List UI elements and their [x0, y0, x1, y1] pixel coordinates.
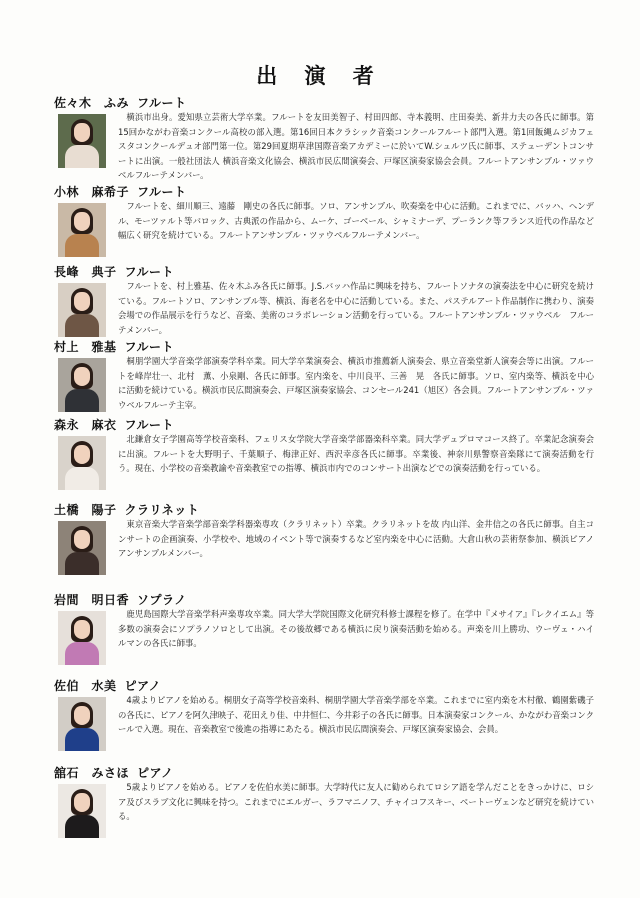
photo-outfit	[65, 815, 99, 838]
photo-outfit	[65, 314, 99, 337]
photo-outfit	[65, 642, 99, 665]
performer-instrument: フルート	[137, 96, 187, 110]
performer-bio: 桐朋学園大学音楽学部演奏学科卒業。同大学卒業演奏会、横浜市推薦新人演奏会、県立音楽堂新人演奏会等に出演。フルートを峰岸壮一、北村 薫、小泉剛、各氏に師事。室内楽を、中川良平、三善 晃 各氏に師事。ソロ、室内楽等、横浜を中心に活動を続けている。横浜市民広間演奏会、戸塚区演奏家協会、コンセール241（旭区）各会員。フルートアンサンブル・ツァウベルフルーテ主宰。	[118, 356, 594, 410]
photo-outfit	[65, 467, 99, 490]
performer-bio: フルートを、村上雅基、佐々木ふみ各氏に師事。J.S.バッハ作品に興味を持ち、フルートソナタの演奏法を中心に研究を続けている。フルートソロ、アンサンブル等、横浜、海老名を中心に活動している。また、パステルアート作品制作に携わり、演奏会場での作品展示を行うなど、音楽、美術のコラボレーション活動を行っている。フルートアンサンブル・ツァウベル フルーテメンバー。	[118, 281, 594, 335]
performer-photo	[58, 697, 106, 751]
performer-entry	[54, 96, 594, 184]
photo-face	[74, 793, 90, 812]
performer-bio: 横浜市出身。愛知県立芸術大学卒業。フルートを友田美智子、村田四郎、寺本義明、庄田奏美、新井力夫の各氏に師事。第15回かながわ音楽コンクール高校の部入選。第16回日本クラシック音楽コンクールフルート部門入選。第1回飯縄ムジカフェスタコンクールデュオ部門第一位。第29回夏期草津国際音楽アカデミーに於いてW.シュルツ氏に師事、ステューデントコンサートに出演。一般社団法人 横浜音楽文化協会、横浜市民広間演奏会、戸塚区演奏家協会会員。フルートアンサンブル・ツァウベルフルーテメンバー。	[118, 112, 594, 181]
performer-photo	[58, 114, 106, 168]
performer-entry	[54, 766, 594, 856]
performer-photo	[58, 358, 106, 412]
performer-photo	[58, 203, 106, 257]
photo-outfit	[65, 389, 99, 412]
performer-photo	[58, 521, 106, 575]
performer-instrument: ピアノ	[124, 679, 162, 693]
performer-photo	[58, 436, 106, 490]
performer-entry	[54, 418, 594, 503]
photo-outfit	[65, 728, 99, 751]
performer-name-line	[54, 185, 594, 200]
performer-name: 土橋 陽子	[54, 503, 117, 517]
performer-photo	[58, 611, 106, 665]
performer-bio: フルートを、細川順三、遠藤 剛史の各氏に師事。ソロ、アンサンブル、吹奏楽を中心に活動。これまでに、バッハ、ヘンデル、モーツァルト等バロック、古典派の作品から、ムーケ、ゴーベール、シャミナーデ、プーランク等フランス近代の作品など幅広く研究を続けている。フルートアンサンブル・ツァウベルフルーテメンバー。	[118, 201, 594, 241]
performer-entry	[54, 679, 594, 766]
photo-face	[74, 706, 90, 725]
photo-face	[74, 123, 90, 142]
performer-instrument: クラリネット	[124, 503, 200, 517]
performer-name-line	[54, 679, 594, 694]
photo-outfit	[65, 234, 99, 257]
photo-face	[74, 292, 90, 311]
performer-bio: 4歳よりピアノを始める。桐朋女子高等学校音楽科、桐朋学園大学音楽学部を卒業。これまでに室内楽を木村徹、鶴園紫磯子の各氏に、ピアノを阿久津映子、花田えり佳、中井恒仁、今井彩子の各氏に師事。日本演奏家コンクール、かながわ音楽コンクールで入選。現在、音楽教室で後進の指導にあたる。横浜市民広間演奏会、戸塚区演奏家協会、会員。	[118, 695, 594, 735]
performer-instrument: ソプラノ	[137, 593, 187, 607]
performer-bio: 鹿児島国際大学音楽学科声楽専攻卒業。同大学大学院国際文化研究科修士課程を修了。在学中『メサイア』『レクイエム』等多数の演奏会にソプラノソロとして出演。その後故郷である横浜に戻り演奏活動を始める。声楽を川上勝功、ウーヴェ・ハイルマンの各氏に師事。	[118, 609, 594, 649]
performer-name-line	[54, 96, 594, 111]
performer-entry	[54, 593, 594, 679]
performer-name: 舘石 みさほ	[54, 766, 130, 780]
performer-instrument: ピアノ	[137, 766, 174, 780]
performer-name: 佐々木 ふみ	[54, 96, 130, 110]
photo-face	[74, 530, 90, 549]
performer-entry	[54, 185, 594, 265]
performer-name: 森永 麻衣	[54, 418, 117, 432]
performer-bio: 東京音楽大学音楽学部音楽学科器楽専攻（クラリネット）卒業。クラリネットを故 内山洋、金井信之の各氏に師事。自主コンサートの企画演奏、小学校や、地域のイベント等で演奏するなど室内楽を中心に活動。大倉山秋の芸術祭参加、横浜ピアノアンサンブルメンバー。	[118, 519, 594, 559]
photo-face	[74, 367, 90, 386]
performer-photo	[58, 283, 106, 337]
performer-name: 佐伯 水美	[54, 679, 117, 693]
performer-instrument: フルート	[124, 265, 175, 279]
performer-name: 村上 雅基	[54, 340, 117, 354]
page-title: 出 演 者	[256, 64, 384, 88]
photo-outfit	[65, 145, 99, 168]
performer-name-line	[54, 340, 594, 355]
performer-entry	[54, 340, 594, 418]
performer-instrument: フルート	[124, 418, 175, 432]
performer-name: 長峰 典子	[54, 265, 117, 279]
performer-name: 小林 麻希子	[54, 185, 130, 199]
performer-instrument: フルート	[137, 185, 187, 199]
performer-name-line	[54, 503, 594, 518]
performer-entry	[54, 265, 594, 340]
performer-bio: 5歳よりピアノを始める。ピアノを佐伯水美に師事。大学時代に友人に勧められてロシア語を学んだことをきっかけに、ロシア及びスラブ文化に興味を持つ。これまでにエルガー、ラフマニノフ、チャイコフスキー、ベートーヴェンなど研究を続けている。	[118, 782, 594, 822]
performer-name-line	[54, 418, 594, 433]
performer-bio: 北鎌倉女子学園高等学校音楽科、フェリス女学院大学音楽学部器楽科卒業。同大学デュプロマコース終了。卒業記念演奏会に出演。フルートを大野明子、千葉順子、梅津正好、西沢幸彦各氏に師事。卒業後、神奈川県警察音楽隊にて演奏活動を行う。現在、小学校の音楽教諭や音楽教室での指導、横浜市内でのコンサート出演などでの演奏活動を行っている。	[118, 434, 594, 474]
photo-outfit	[65, 552, 99, 575]
photo-face	[74, 445, 90, 464]
performer-name: 岩間 明日香	[54, 593, 130, 607]
performer-name-line	[54, 265, 594, 280]
photo-face	[74, 620, 90, 639]
performer-name-line	[54, 766, 594, 781]
performer-name-line	[54, 593, 594, 608]
performer-photo	[58, 784, 106, 838]
performer-entry	[54, 503, 594, 593]
performer-instrument: フルート	[124, 340, 175, 354]
photo-face	[74, 212, 90, 231]
